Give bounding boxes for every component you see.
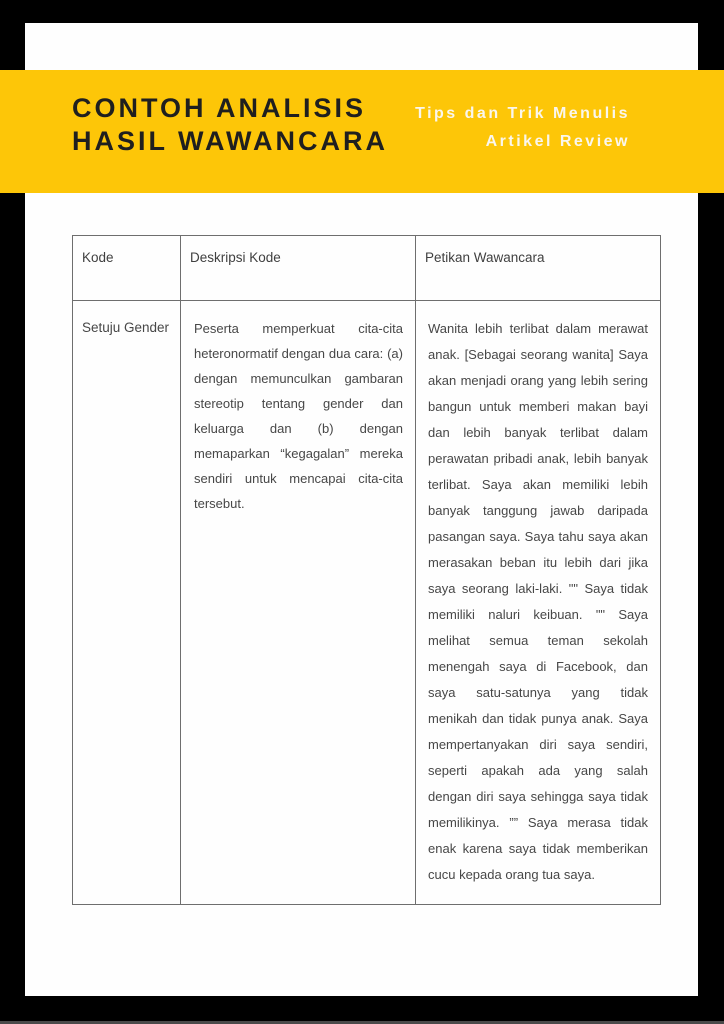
table-header-row — [73, 236, 661, 301]
table-row — [73, 301, 661, 905]
column-header-kode: Kode — [73, 236, 181, 301]
header-banner — [0, 70, 724, 193]
column-header-deskripsi-kode: Deskripsi Kode — [181, 236, 416, 301]
header-subtitle — [415, 100, 630, 156]
cell-deskripsi-kode: Peserta memperkuat cita-cita heteronormatif dengan dua cara: (a) dengan memunculkan gambaran stereotip tentang gender dan keluarga dan (b) dengan memaparkan “kegagalan” mereka sendiri untuk mencapai cita-cita tersebut. — [181, 301, 416, 905]
header-subtitle-line2: Artikel Review — [485, 133, 630, 150]
cell-kode: Setuju Gender — [73, 301, 181, 905]
page-title — [72, 92, 388, 158]
header-subtitle-line1: Tips dan Trik Menulis — [415, 105, 630, 122]
cell-petikan-wawancara: Wanita lebih terlibat dalam merawat anak. [Sebagai seorang wanita] Saya akan menjadi orang yang lebih sering bangun untuk memberi makan bayi dan lebih banyak terlibat dalam perawatan pribadi anak, lebih banyak terlibat. Saya akan memiliki lebih banyak tanggung jawab daripada pasangan saya. Saya tahu saya akan merasakan beban itu lebih dari jika saya seorang laki-laki. "" Saya tidak memiliki naluri keibuan. "" Saya melihat semua teman sekolah menengah saya di Facebook, dan saya satu-satunya yang tidak menikah dan tidak punya anak. Saya mempertanyakan diri saya sendiri, seperti apakah ada yang salah dengan diri saya sehingga saya tidak memilikinya. ”” Saya merasa tidak enak karena saya tidak memberikan cucu kepada orang tua saya. — [416, 301, 661, 905]
page-title-line2: HASIL WAWANCARA — [72, 126, 389, 156]
column-header-petikan-wawancara: Petikan Wawancara — [416, 236, 661, 301]
analysis-table — [72, 235, 661, 905]
page-title-line1: CONTOH ANALISIS — [72, 93, 367, 123]
